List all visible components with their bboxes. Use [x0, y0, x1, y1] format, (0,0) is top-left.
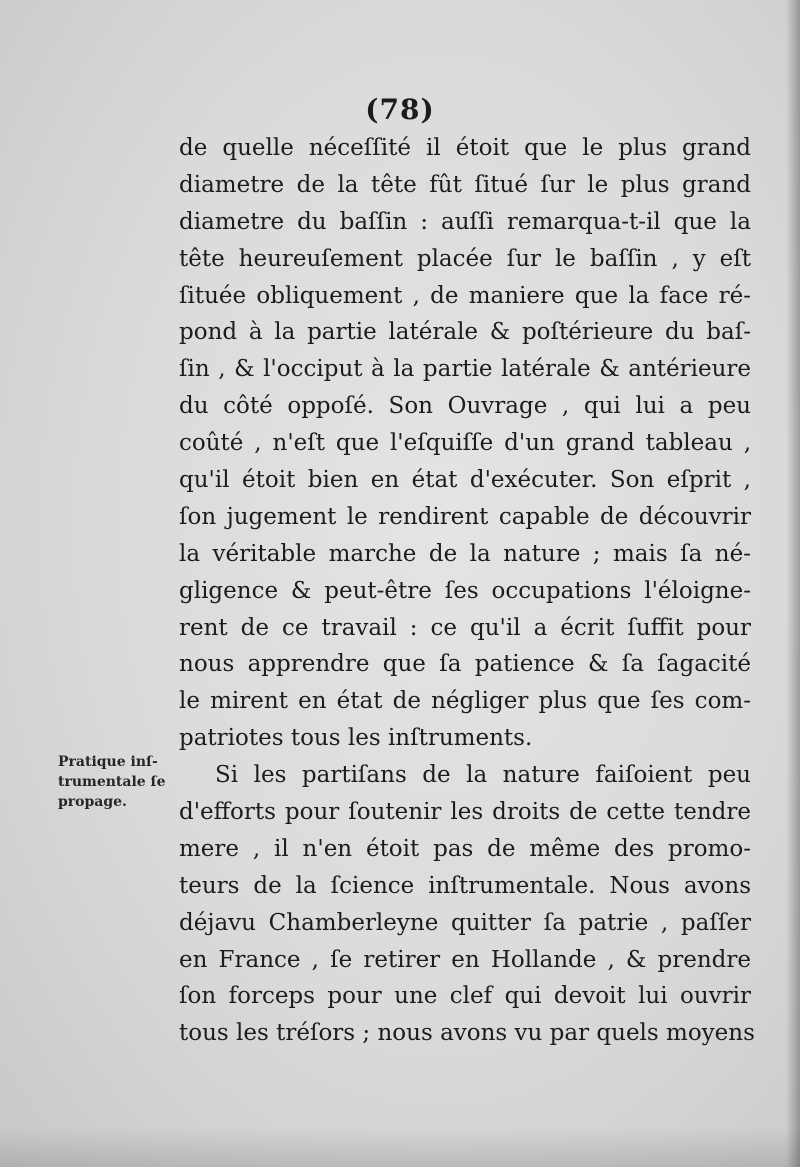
text-line: teurs de la ſcience inſtrumentale. Nous avons	[179, 872, 751, 899]
text-line: pond à la partie latérale & poſtérieure du baſ-	[179, 319, 751, 346]
page-number: (78)	[365, 93, 435, 126]
text-line: déjavu Chamberleyne quitter ſa patrie , paſſer	[179, 909, 751, 936]
text-line: d'efforts pour ſoutenir les droits de cette tendre	[179, 799, 751, 826]
text-line: la véritable marche de la nature ; mais ſa né-	[179, 540, 751, 567]
text-line: ſon forceps pour une clef qui devoit lui ouvrir	[179, 983, 751, 1010]
text-line: en France , ſe retirer en Hollande , & prendre	[179, 946, 751, 973]
paragraph-start-line: Si les partiſans de la nature faiſoient peu	[215, 762, 751, 789]
text-line: coûté , n'eſt que l'eſquiſſe d'un grand tableau ,	[179, 430, 751, 457]
body-text	[179, 130, 755, 1052]
page-edge-shadow	[786, 0, 800, 1167]
text-line: diametre de la tête fût ſitué ſur le plus grand	[179, 171, 751, 198]
text-line: rent de ce travail : ce qu'il a écrit ſuffit pour	[179, 614, 751, 641]
text-line: qu'il étoit bien en état d'exécuter. Son eſprit ,	[179, 467, 751, 494]
text-line: diametre du baſſin : auſſi remarqua-t-il que la	[179, 208, 751, 235]
text-line: ſon jugement le rendirent capable de découvrir	[179, 503, 751, 530]
text-line: nous apprendre que ſa patience & ſa ſagacité	[179, 651, 751, 678]
paragraph-end-line: patriotes tous les inſtruments.	[179, 725, 533, 752]
margin-note-line: Pratique inſ-	[58, 754, 158, 770]
text-line: gligence & peut-être ſes occupations l'éloigne-	[179, 577, 751, 604]
text-line: de quelle néceſſité il étoit que le plus grand	[179, 135, 751, 161]
text-line: mere , il n'en étoit pas de même des promo-	[179, 835, 751, 862]
margin-note-line: propage.	[58, 794, 127, 810]
text-line: ſin , & l'occiput à la partie latérale & antérieure	[179, 356, 751, 383]
text-line: ſituée obliquement , de maniere que la face ré-	[179, 282, 751, 309]
margin-note	[58, 752, 178, 812]
page-bottom-shadow	[0, 1127, 800, 1167]
text-line: du côté oppoſé. Son Ouvrage , qui lui a peu	[179, 393, 751, 420]
text-line: tête heureuſement placée ſur le baſſin , y eſt	[179, 245, 751, 272]
text-line: le mirent en état de négliger plus que ſes com-	[179, 688, 751, 715]
text-line: tous les tréſors ; nous avons vu par quels moyens	[179, 1020, 755, 1047]
margin-note-line: trumentale ſe	[58, 774, 166, 790]
